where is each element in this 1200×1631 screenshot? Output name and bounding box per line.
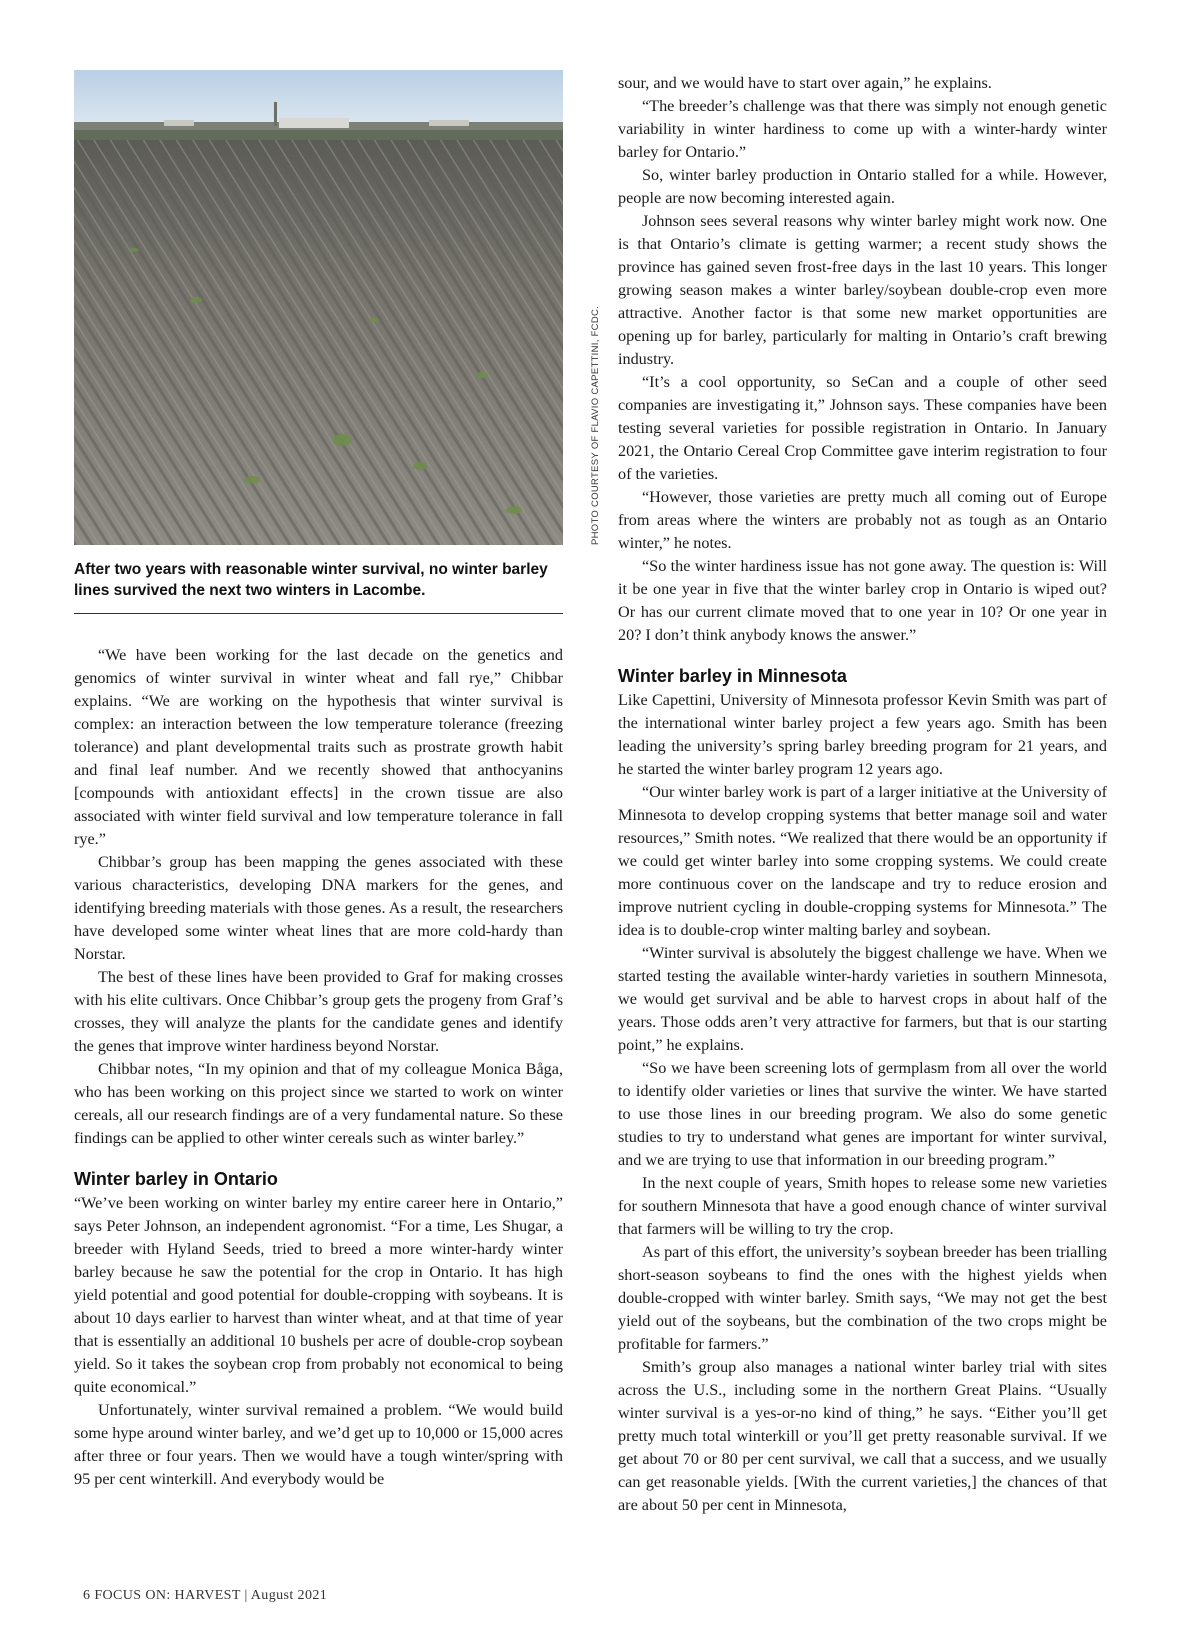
paragraph: “We’ve been working on winter barley my entire career here in Ontario,” says Peter Johnson, an independent agronomist. “For a time, Les Shugar, a breeder with Hyland Seeds, tried to breed a more winter-hardy winter barley because he saw the potential for the crop in Ontario. It has high yield potential and good potential for double-cropping with soybeans. It is about 10 days earlier to harvest than winter wheat, and at that time of year that is essentially an additional 10 bushels per acre of double-crop soybean yield. So it takes the soybean crop from probably not economical to being quite economical.”: [74, 1194, 563, 1396]
paragraph: “However, those varieties are pretty much all coming out of Europe from areas where the winters are probably not as tough as an Ontario winter,” he notes.: [618, 488, 1107, 552]
left-column: [74, 70, 563, 1491]
paragraph: Unfortunately, winter survival remained a problem. “We would build some hype around winter barley, and we’d get up to 10,000 or 15,000 acres after three or four years. Then we would have a tough winter/spring with 95 per cent winterkill. And everybody would be: [74, 1401, 563, 1488]
paragraph: “So we have been screening lots of germplasm from all over the world to identify older varieties or lines that survive the winter. We have started to use those lines in our breeding program. We also do some genetic studies to try to understand what genes are important for winter survival, and we are trying to use that information in our breeding program.”: [618, 1059, 1107, 1169]
photo-caption: After two years with reasonable winter survival, no winter barley lines survived the next two winters in Lacombe.: [74, 559, 563, 614]
paragraph: Chibbar notes, “In my opinion and that of my colleague Monica Båga, who has been working on this project since we started to work on winter cereals, all our research findings are of a very fundamental nature. So these findings can be applied to other winter cereals such as winter barley.”: [74, 1060, 563, 1147]
paragraph: Johnson sees several reasons why winter barley might work now. One is that Ontario’s climate is getting warmer; a recent study shows the province has gained seven frost-free days in the last 10 years. This longer growing season makes a winter barley/soybean double-crop even more attractive. Another factor is that some new market opportunities are opening up for barley, particularly for malting in Ontario’s craft brewing industry.: [618, 212, 1107, 368]
paragraph: Smith’s group also manages a national winter barley trial with sites across the U.S., including some in the northern Great Plains. “Usually winter survival is a yes-or-no kind of thing,” he says. “Either you’ll get pretty much total winterkill or you’ll get pretty reasonable survival. If we get about 70 or 80 per cent survival, we call that a success, and we usually can get reasonable yields. [With the current varieties,] the chances of that are about 50 per cent in Minnesota,: [618, 1358, 1107, 1514]
field-photo: [74, 70, 563, 545]
publication-name: FOCUS ON: HARVEST: [94, 1588, 241, 1603]
paragraph: So, winter barley production in Ontario stalled for a while. However, people are now becoming interested again.: [618, 166, 1107, 207]
photo-credit: PHOTO COURTESY OF FLAVIO CAPETTINI, FCDC.: [590, 305, 601, 545]
page-number: 6: [83, 1588, 91, 1603]
section-heading-ontario: Winter barley in Ontario: [74, 1169, 278, 1189]
page-footer: [83, 1588, 327, 1604]
paragraph: “Winter survival is absolutely the biggest challenge we have. When we started testing the available winter-hardy varieties in southern Minnesota, we would get survival and be able to harvest crops in about half of the years. Those odds aren’t very attractive for farmers, but that is our starting point,” he explains.: [618, 944, 1107, 1054]
right-column: [618, 72, 1107, 1517]
issue-date: August 2021: [250, 1588, 328, 1603]
section-heading-minnesota: Winter barley in Minnesota: [618, 666, 847, 686]
paragraph: “It’s a cool opportunity, so SeCan and a couple of other seed companies are investigating it,” Johnson says. These companies have been testing several varieties for possible registration in Ontario. In January 2021, the Ontario Cereal Crop Committee gave interim registration to four of the varieties.: [618, 373, 1107, 483]
paragraph: “We have been working for the last decade on the genetics and genomics of winter survival in winter wheat and fall rye,” Chibbar explains. “We are working on the hypothesis that winter survival is complex: an interaction between the low temperature tolerance (freezing tolerance) and plant developmental traits such as prostrate growth habit and final leaf number. And we recently showed that anthocyanins [compounds with antioxidant effects] in the crown tissue are also associated with winter field survival and low temperature tolerance in fall rye.”: [74, 646, 563, 848]
paragraph: sour, and we would have to start over again,” he explains.: [618, 74, 992, 92]
paragraph: Chibbar’s group has been mapping the genes associated with these various characteristics, developing DNA markers for the genes, and identifying breeding materials with those genes. As a result, the researchers have developed some winter wheat lines that are more cold-hardy than Norstar.: [74, 853, 563, 963]
paragraph: Like Capettini, University of Minnesota professor Kevin Smith was part of the international winter barley project a few years ago. Smith has been leading the university’s spring barley breeding program for 21 years, and he started the winter barley program 12 years ago.: [618, 691, 1107, 778]
paragraph: The best of these lines have been provided to Graf for making crosses with his elite cultivars. Once Chibbar’s group gets the progeny from Graf’s crosses, they will analyze the plants for the candidate genes and identify the genes that improve winter hardiness beyond Norstar.: [74, 968, 563, 1055]
paragraph: “The breeder’s challenge was that there was simply not enough genetic variability in winter hardiness to come up with a winter-hardy winter barley for Ontario.”: [618, 97, 1107, 161]
paragraph: “So the winter hardiness issue has not gone away. The question is: Will it be one year in five that the winter barley crop in Ontario is wiped out? Or has our current climate moved that to one year in 10? Or one year in 20? I don’t think anybody knows the answer.”: [618, 557, 1107, 644]
paragraph: As part of this effort, the university’s soybean breeder has been trialling short-season soybeans to find the ones with the highest yields when double-cropped with winter barley. Smith says, “We may not get the best yield out of the soybeans, but the combination of the two crops might be profitable for farmers.”: [618, 1243, 1107, 1353]
left-body-text: [74, 644, 563, 1491]
paragraph: In the next couple of years, Smith hopes to release some new varieties for southern Minnesota that have a good enough chance of winter survival that farmers will be willing to try the crop.: [618, 1174, 1107, 1238]
field-photo-image: [74, 70, 563, 545]
footer-separator: |: [244, 1588, 248, 1603]
paragraph: “Our winter barley work is part of a larger initiative at the University of Minnesota to develop cropping systems that better manage soil and water resources,” Smith notes. “We realized that there would be an opportunity if we could get winter barley into some cropping systems. We could create more continuous cover on the landscape and try to reduce erosion and improve nutrient cycling in double-cropping systems for Minnesota.” The idea is to double-crop winter malting barley and soybean.: [618, 783, 1107, 939]
